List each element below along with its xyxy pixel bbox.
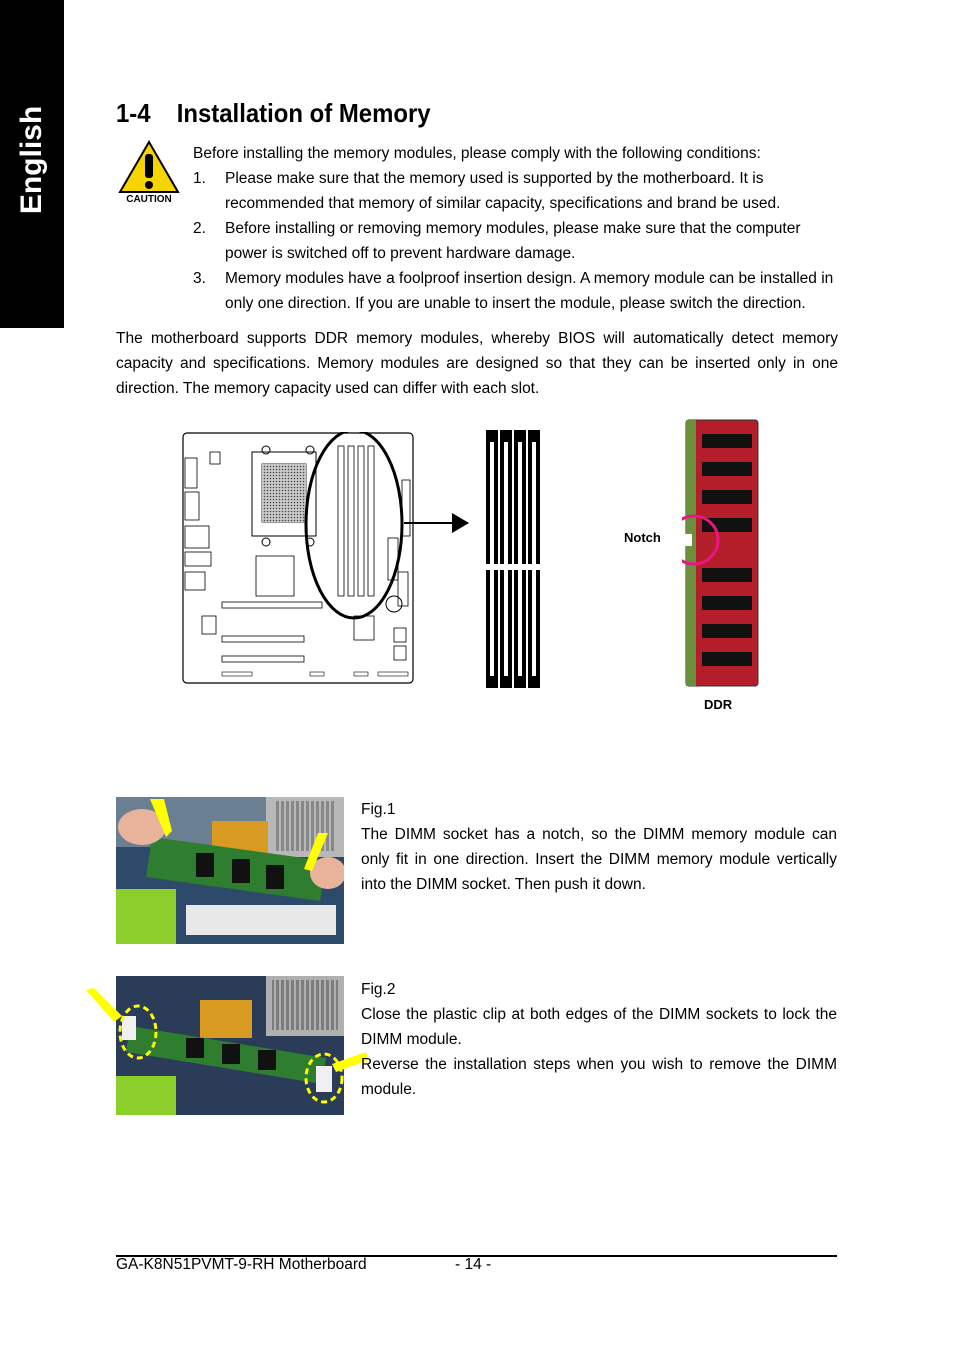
fig1-caption [361,797,837,897]
fig2-left-arrow-icon [84,986,124,1026]
fig2-text-1: Close the plastic clip at both edges of the DIMM sockets to lock the DIMM module. [361,1006,837,1048]
fig1-text: The DIMM socket has a notch, so the DIMM memory module can only fit in one direction. Insert the DIMM memory module vertically into the DIMM socket. Then push it down. [361,826,837,893]
ddr-label: DDR [704,697,733,712]
list-item: 2. Before installing or removing memory modules, please make sure that the computer power is switched off to prevent hardware damage. [193,220,801,262]
caution-icon-label: CAUTION [126,194,172,204]
body-paragraph: The motherboard supports DDR memory modules, whereby BIOS will automatically detect memory capacity and specifications. Memory modules are designed so that they can be inserted only in one direction. The memory capacity used can differ with each slot. [116,330,838,397]
fig2-photo [116,976,344,1115]
section-title: Installation of Memory [176,98,431,128]
footer-model: GA-K8N51PVMT-9-RH Motherboard [116,1256,367,1273]
memory-slots-diagram [484,428,544,690]
section-number: 1-4 [116,98,151,128]
caution-conditions-list [193,166,841,316]
motherboard-diagram [182,432,414,684]
page-number: - 14 - [455,1256,492,1273]
ddr-module-diagram [682,418,760,688]
list-item: 3. Memory modules have a foolproof insertion design. A memory module can be installed in only one direction. If you are unable to insert the module, please switch the direction. [193,270,834,312]
fig1-photo [116,797,344,944]
language-side-tab [0,0,64,328]
fig1-title: Fig.1 [361,801,396,818]
language-label: English [15,105,48,215]
notch-label: Notch [624,530,661,545]
section-heading [116,98,431,129]
fig2-caption [361,977,837,1102]
caution-intro: Before installing the memory modules, please comply with the following conditions: [193,145,761,162]
caution-icon [118,140,180,204]
list-item: 1. Please make sure that the memory used is supported by the motherboard. It is recommended that memory of similar capacity, specifications and brand be used. [193,170,781,212]
fig2-title: Fig.2 [361,981,396,998]
fig2-text-2: Reverse the installation steps when you wish to remove the DIMM module. [361,1056,837,1098]
pointer-arrow-head [452,513,469,533]
